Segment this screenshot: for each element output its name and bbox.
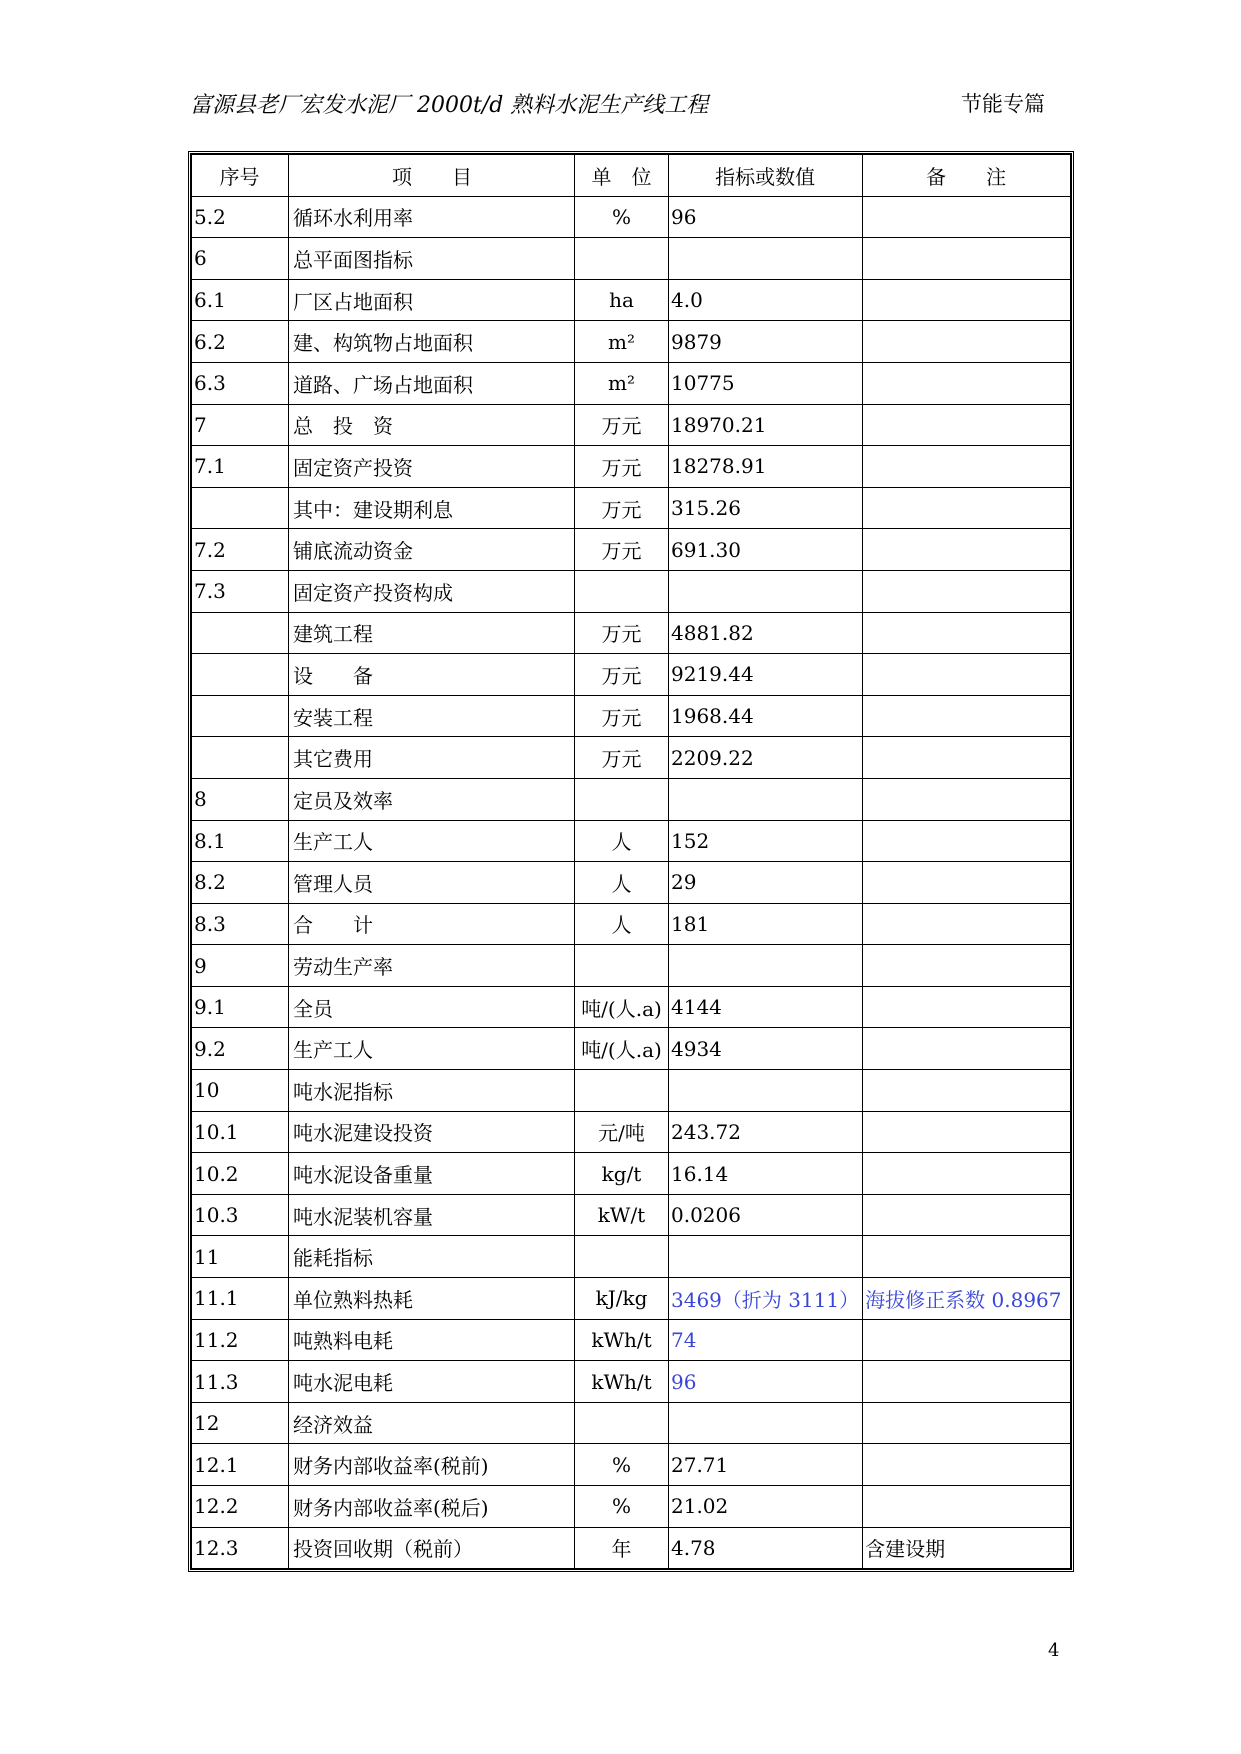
cell-no: 11.3 [192,1361,289,1403]
cell-value: 315.26 [669,487,863,529]
cell-note [863,903,1071,945]
page-number: 4 [1048,1640,1060,1661]
cell-value: 9219.44 [669,654,863,696]
cell-unit: 人 [575,820,669,862]
table-row [192,862,1071,904]
cell-value: 3469（折为 3111） [669,1278,863,1320]
cell-no: 6.2 [192,321,289,363]
cell-value: 29 [669,862,863,904]
cell-item: 吨水泥电耗 [289,1361,575,1403]
cell-no: 12.2 [192,1486,289,1528]
table-row [192,1361,1071,1403]
table-row [192,612,1071,654]
cell-item: 其它费用 [289,737,575,779]
cell-no [192,654,289,696]
table-row [192,487,1071,529]
table-row [192,1319,1071,1361]
cell-no: 7.1 [192,446,289,488]
document-header-section: 节能专篇 [961,92,1045,116]
cell-note [863,529,1071,571]
table-row [192,820,1071,862]
cell-value: 96 [669,1361,863,1403]
cell-unit: 万元 [575,529,669,571]
cell-value: 10775 [669,362,863,404]
cell-item: 生产工人 [289,1028,575,1070]
cell-value: 181 [669,903,863,945]
cell-value: 691.30 [669,529,863,571]
column-header-no: 序号 [192,155,289,197]
table-row [192,903,1071,945]
cell-note [863,570,1071,612]
cell-item: 吨水泥设备重量 [289,1153,575,1195]
table-row [192,446,1071,488]
cell-note [863,1319,1071,1361]
cell-unit: 万元 [575,446,669,488]
cell-value: 18970.21 [669,404,863,446]
cell-item: 财务内部收益率(税前) [289,1444,575,1486]
cell-note [863,1402,1071,1444]
cell-note [863,404,1071,446]
table-row [192,695,1071,737]
cell-no: 11.2 [192,1319,289,1361]
cell-note: 含建设期 [863,1527,1071,1569]
cell-value: 21.02 [669,1486,863,1528]
cell-no: 6 [192,238,289,280]
table-row [192,1527,1071,1569]
cell-unit: kWh/t [575,1319,669,1361]
cell-note [863,1236,1071,1278]
cell-item: 其中：建设期利息 [289,487,575,529]
cell-item: 吨水泥建设投资 [289,1111,575,1153]
cell-value: 243.72 [669,1111,863,1153]
table-row [192,1278,1071,1320]
cell-unit [575,238,669,280]
cell-unit: 万元 [575,654,669,696]
cell-note [863,196,1071,238]
cell-value [669,1236,863,1278]
table-row [192,362,1071,404]
cell-unit [575,1236,669,1278]
cell-no: 12 [192,1402,289,1444]
cell-value: 2209.22 [669,737,863,779]
cell-no: 7 [192,404,289,446]
cell-no: 5.2 [192,196,289,238]
cell-note: 海拔修正系数 0.8967 [863,1278,1071,1320]
cell-item: 管理人员 [289,862,575,904]
table-row [192,279,1071,321]
cell-value [669,1070,863,1112]
cell-unit: kW/t [575,1194,669,1236]
cell-no [192,737,289,779]
cell-note [863,1486,1071,1528]
cell-unit: 元/吨 [575,1111,669,1153]
cell-item: 单位熟料热耗 [289,1278,575,1320]
indicator-table-frame [188,151,1074,1572]
cell-unit: 人 [575,862,669,904]
cell-item: 循环水利用率 [289,196,575,238]
cell-value: 4881.82 [669,612,863,654]
indicator-table [191,154,1071,1569]
cell-no: 11.1 [192,1278,289,1320]
cell-note [863,238,1071,280]
cell-unit: 年 [575,1527,669,1569]
cell-no: 8.1 [192,820,289,862]
cell-no: 10.2 [192,1153,289,1195]
cell-no [192,612,289,654]
cell-no: 8 [192,778,289,820]
cell-note [863,945,1071,987]
cell-no [192,487,289,529]
cell-item: 财务内部收益率(税后) [289,1486,575,1528]
table-row [192,737,1071,779]
cell-item: 经济效益 [289,1402,575,1444]
cell-note [863,695,1071,737]
cell-unit: % [575,1486,669,1528]
table-row [192,1402,1071,1444]
column-header-note: 备 注 [863,155,1071,197]
cell-value: 4.0 [669,279,863,321]
cell-item: 道路、广场占地面积 [289,362,575,404]
cell-unit: 万元 [575,737,669,779]
cell-item: 设 备 [289,654,575,696]
cell-unit [575,570,669,612]
table-row [192,1444,1071,1486]
cell-item: 固定资产投资构成 [289,570,575,612]
cell-value: 4934 [669,1028,863,1070]
cell-item: 固定资产投资 [289,446,575,488]
cell-no: 7.3 [192,570,289,612]
cell-item: 安装工程 [289,695,575,737]
cell-no: 12.1 [192,1444,289,1486]
cell-item: 建、构筑物占地面积 [289,321,575,363]
cell-item: 吨水泥装机容量 [289,1194,575,1236]
table-row [192,1194,1071,1236]
table-header-row [192,155,1071,197]
table-row [192,1486,1071,1528]
cell-note [863,986,1071,1028]
cell-note [863,612,1071,654]
cell-unit: 万元 [575,404,669,446]
cell-unit: 万元 [575,487,669,529]
cell-unit: m² [575,362,669,404]
cell-value [669,238,863,280]
cell-note [863,1361,1071,1403]
cell-no: 9.2 [192,1028,289,1070]
cell-value [669,945,863,987]
cell-note [863,1444,1071,1486]
table-row [192,404,1071,446]
cell-no: 10.3 [192,1194,289,1236]
cell-item: 总平面图指标 [289,238,575,280]
cell-value: 74 [669,1319,863,1361]
cell-note [863,862,1071,904]
cell-value: 0.0206 [669,1194,863,1236]
column-header-unit: 单 位 [575,155,669,197]
cell-item: 总 投 资 [289,404,575,446]
table-row [192,238,1071,280]
table-row [192,1070,1071,1112]
cell-unit: m² [575,321,669,363]
table-row [192,1111,1071,1153]
cell-note [863,1070,1071,1112]
cell-unit: kWh/t [575,1361,669,1403]
cell-item: 投资回收期（税前） [289,1527,575,1569]
cell-note [863,1153,1071,1195]
cell-value: 4.78 [669,1527,863,1569]
column-header-value: 指标或数值 [669,155,863,197]
cell-unit: ha [575,279,669,321]
document-header-title: 富源县老厂宏发水泥厂 2000t/d 熟料水泥生产线工程 [190,93,709,118]
cell-value: 27.71 [669,1444,863,1486]
cell-item: 全员 [289,986,575,1028]
cell-no: 10 [192,1070,289,1112]
cell-no: 9 [192,945,289,987]
cell-value [669,778,863,820]
table-row [192,1236,1071,1278]
cell-note [863,362,1071,404]
cell-value [669,1402,863,1444]
table-row [192,570,1071,612]
cell-note [863,446,1071,488]
cell-value [669,570,863,612]
table-row [192,654,1071,696]
cell-item: 铺底流动资金 [289,529,575,571]
cell-no: 8.3 [192,903,289,945]
cell-no: 10.1 [192,1111,289,1153]
cell-unit [575,1070,669,1112]
cell-unit [575,778,669,820]
cell-item: 吨熟料电耗 [289,1319,575,1361]
cell-unit [575,945,669,987]
cell-no [192,695,289,737]
cell-unit: % [575,196,669,238]
table-row [192,1028,1071,1070]
cell-unit: kg/t [575,1153,669,1195]
cell-value: 18278.91 [669,446,863,488]
table-row [192,1153,1071,1195]
cell-unit [575,1402,669,1444]
cell-item: 劳动生产率 [289,945,575,987]
cell-unit: 吨/(人.a) [575,986,669,1028]
cell-no: 9.1 [192,986,289,1028]
cell-no: 8.2 [192,862,289,904]
table-row [192,778,1071,820]
cell-value: 9879 [669,321,863,363]
cell-item: 能耗指标 [289,1236,575,1278]
cell-note [863,487,1071,529]
cell-value: 1968.44 [669,695,863,737]
cell-unit: % [575,1444,669,1486]
cell-note [863,737,1071,779]
table-row [192,945,1071,987]
cell-item: 合 计 [289,903,575,945]
cell-unit: 万元 [575,612,669,654]
cell-no: 7.2 [192,529,289,571]
cell-note [863,820,1071,862]
cell-note [863,1028,1071,1070]
cell-unit: 吨/(人.a) [575,1028,669,1070]
cell-no: 6.3 [192,362,289,404]
cell-unit: 万元 [575,695,669,737]
cell-value: 152 [669,820,863,862]
column-header-item: 项 目 [289,155,575,197]
cell-item: 建筑工程 [289,612,575,654]
cell-note [863,279,1071,321]
cell-unit: kJ/kg [575,1278,669,1320]
cell-note [863,321,1071,363]
cell-item: 生产工人 [289,820,575,862]
cell-item: 厂区占地面积 [289,279,575,321]
cell-no: 11 [192,1236,289,1278]
cell-note [863,778,1071,820]
cell-note [863,1111,1071,1153]
cell-value: 4144 [669,986,863,1028]
cell-value: 96 [669,196,863,238]
table-row [192,529,1071,571]
table-row [192,321,1071,363]
cell-no: 6.1 [192,279,289,321]
cell-item: 吨水泥指标 [289,1070,575,1112]
cell-no: 12.3 [192,1527,289,1569]
cell-unit: 人 [575,903,669,945]
cell-note [863,654,1071,696]
cell-value: 16.14 [669,1153,863,1195]
cell-item: 定员及效率 [289,778,575,820]
table-row [192,986,1071,1028]
cell-note [863,1194,1071,1236]
table-row [192,196,1071,238]
